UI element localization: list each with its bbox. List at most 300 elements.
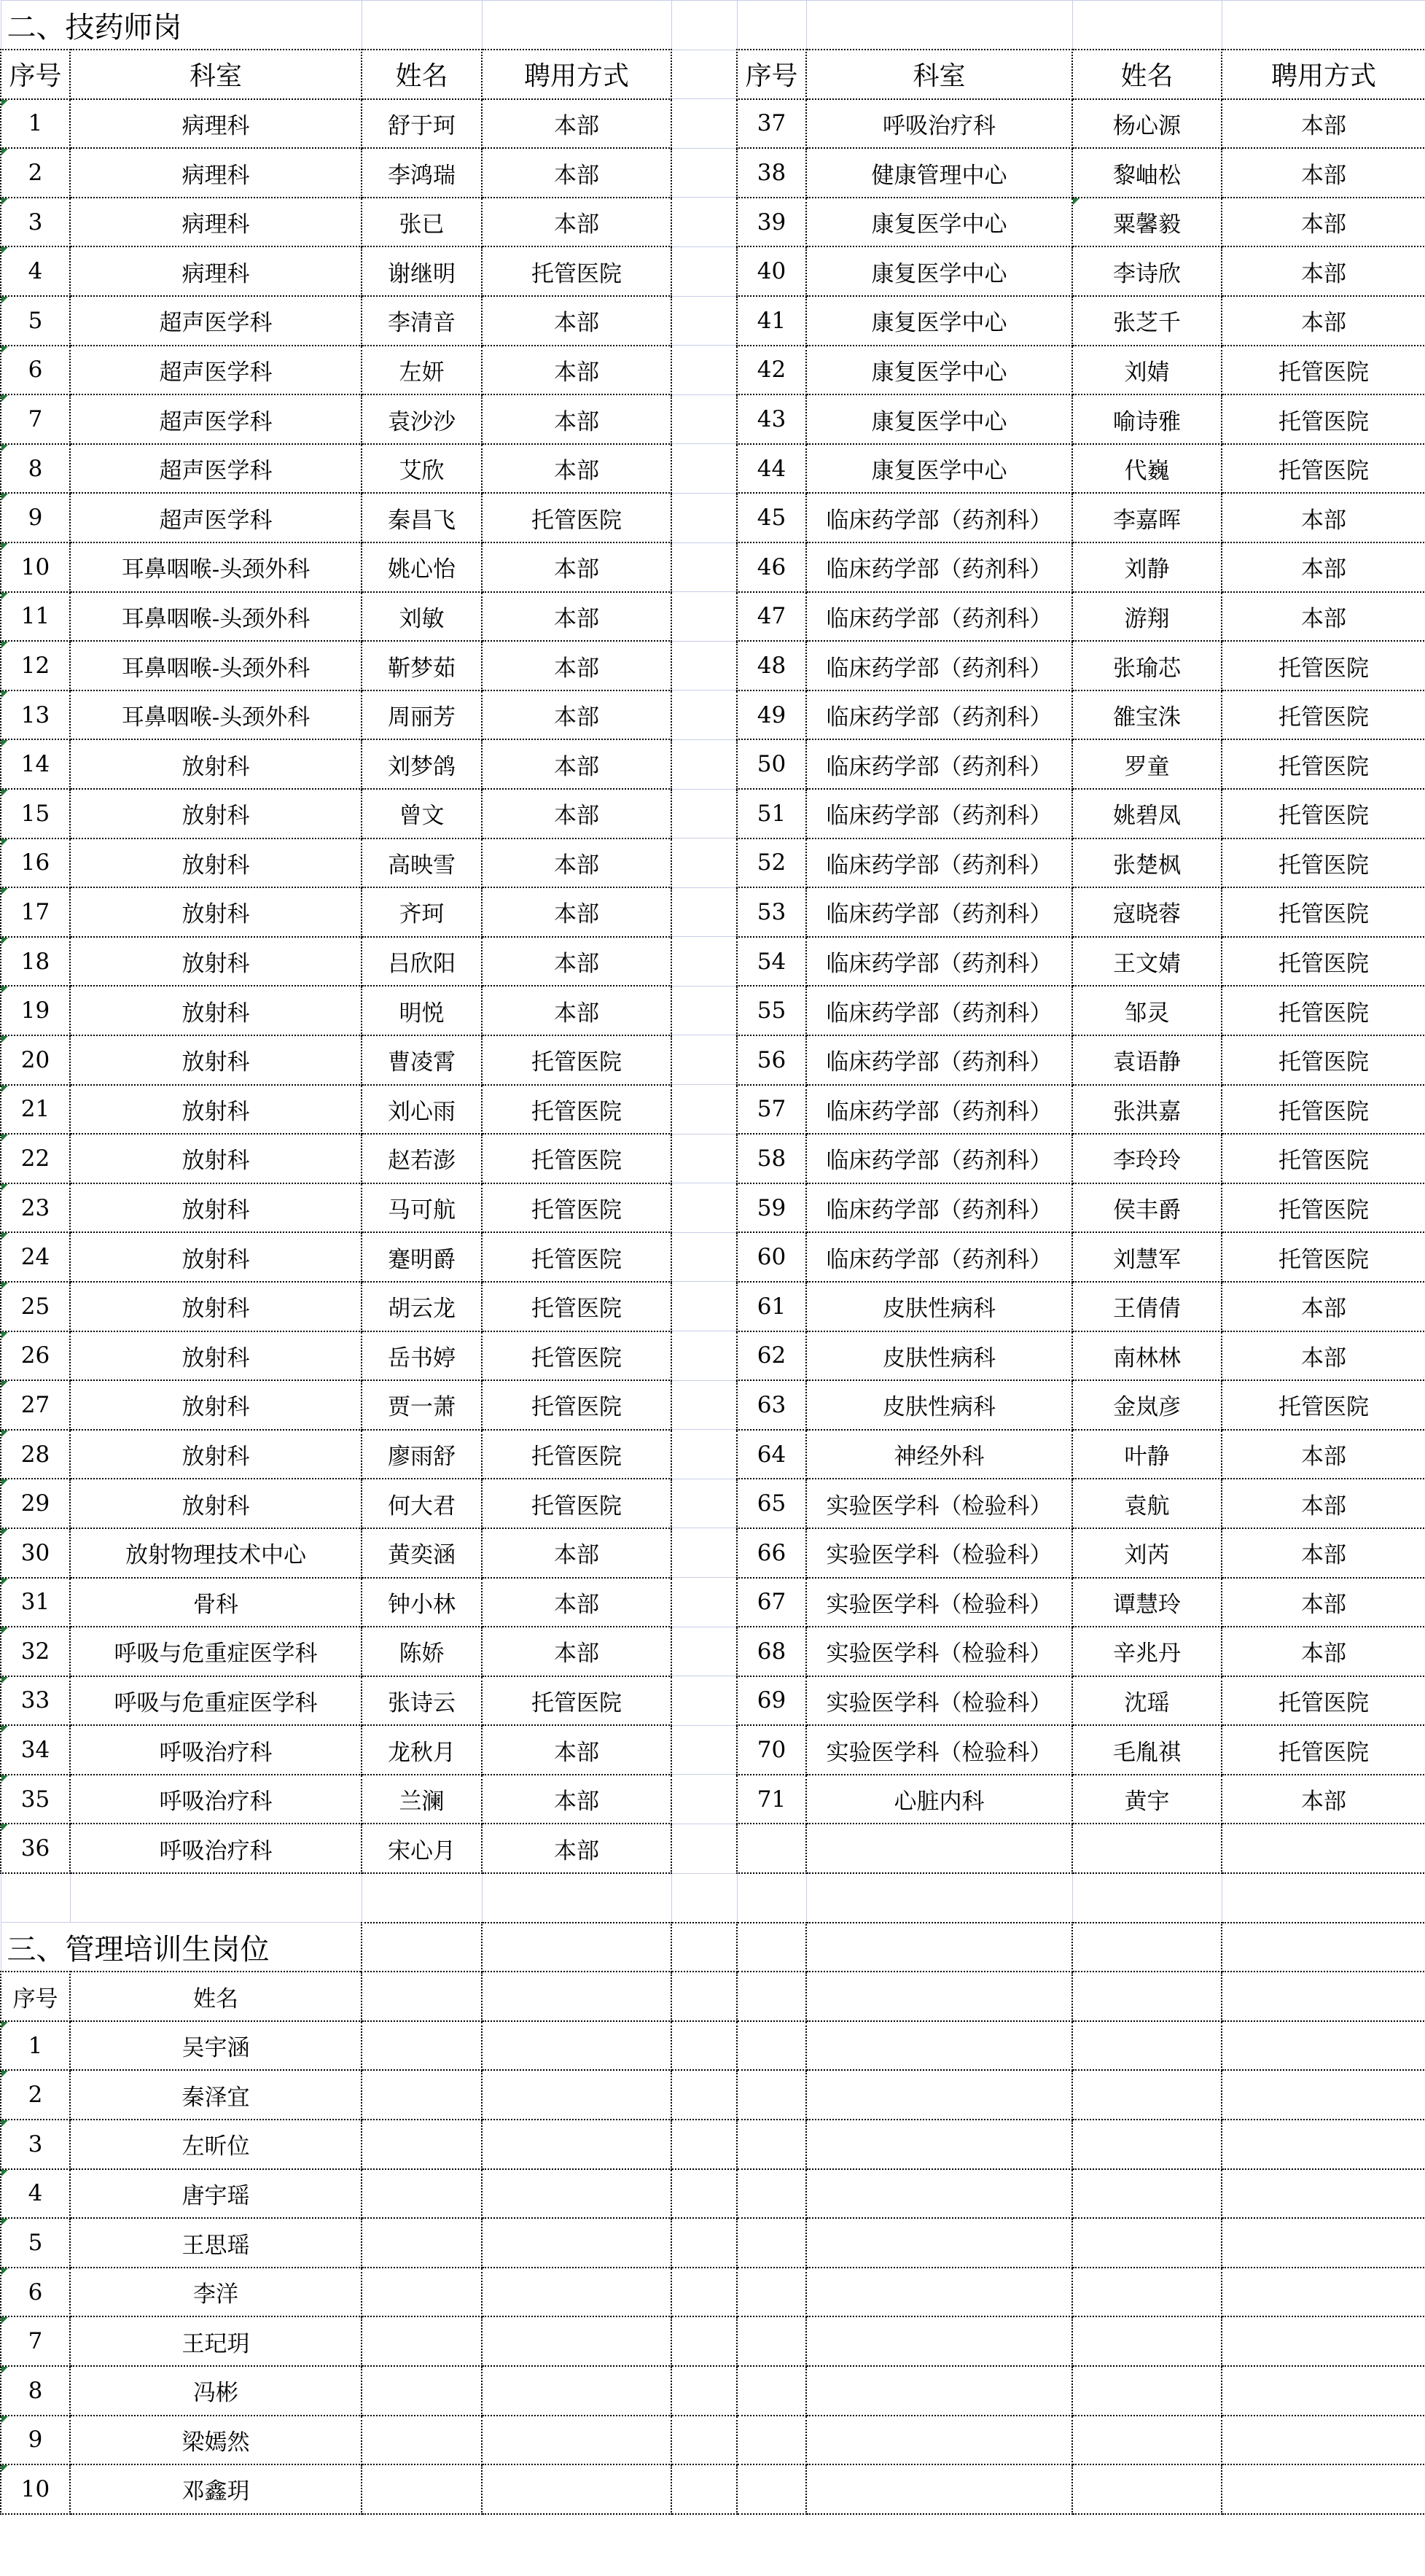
cell-no[interactable]: 13 — [1, 690, 70, 740]
section-title[interactable]: 三、管理培训生岗位 — [1, 1923, 362, 1972]
cell-no[interactable]: 5 — [1, 2218, 70, 2268]
cell-type[interactable]: 托管医院 — [1222, 789, 1425, 838]
cell-name[interactable]: 黎岫松 — [1072, 148, 1222, 198]
cell-no[interactable]: 35 — [1, 1775, 70, 1824]
cell-type[interactable]: 本部 — [1222, 99, 1425, 149]
cell[interactable] — [671, 2416, 737, 2465]
cell-type[interactable]: 本部 — [482, 99, 671, 149]
cell[interactable] — [671, 2268, 737, 2317]
cell-type[interactable]: 托管医院 — [482, 1035, 671, 1085]
gap-cell[interactable] — [671, 99, 737, 149]
cell-dept[interactable]: 超声医学科 — [70, 296, 362, 346]
cell-dept[interactable]: 放射科 — [70, 1232, 362, 1282]
cell-type[interactable]: 本部 — [1222, 1331, 1425, 1381]
cell-type[interactable]: 托管医院 — [1222, 1134, 1425, 1183]
cell-no[interactable]: 44 — [737, 444, 806, 494]
cell-dept[interactable]: 临床药学部（药剂科） — [806, 1183, 1072, 1233]
cell-name[interactable]: 辛兆丹 — [1072, 1627, 1222, 1676]
cell-name[interactable]: 毛胤祺 — [1072, 1725, 1222, 1775]
cell-no[interactable]: 11 — [1, 592, 70, 642]
cell-dept[interactable]: 超声医学科 — [70, 346, 362, 395]
cell-name[interactable]: 喻诗雅 — [1072, 394, 1222, 444]
gap-cell[interactable] — [671, 444, 737, 494]
cell[interactable] — [737, 2316, 806, 2366]
cell-type[interactable]: 本部 — [1222, 592, 1425, 642]
cell-type[interactable]: 托管医院 — [482, 1331, 671, 1381]
cell[interactable] — [671, 2218, 737, 2268]
cell-no[interactable]: 30 — [1, 1528, 70, 1578]
empty-cell[interactable] — [1222, 1873, 1425, 1923]
cell-no[interactable]: 60 — [737, 1232, 806, 1282]
gap-cell[interactable] — [671, 1725, 737, 1775]
cell[interactable] — [482, 2416, 671, 2465]
cell-name[interactable]: 周丽芳 — [362, 690, 482, 740]
cell-dept[interactable]: 病理科 — [70, 246, 362, 296]
cell-dept[interactable]: 临床药学部（药剂科） — [806, 838, 1072, 888]
cell-type[interactable]: 托管医院 — [482, 1282, 671, 1331]
cell-no[interactable]: 8 — [1, 444, 70, 494]
cell-name[interactable]: 艾欣 — [362, 444, 482, 494]
cell-dept[interactable]: 临床药学部（药剂科） — [806, 739, 1072, 789]
cell-no[interactable]: 39 — [737, 198, 806, 247]
empty-cell[interactable] — [737, 1873, 806, 1923]
cell-type[interactable] — [1222, 1824, 1425, 1873]
cell-no[interactable]: 3 — [1, 198, 70, 247]
cell-dept[interactable]: 呼吸与危重症医学科 — [70, 1676, 362, 1726]
cell-type[interactable]: 托管医院 — [1222, 1035, 1425, 1085]
cell-name[interactable]: 刘芮 — [1072, 1528, 1222, 1578]
cell[interactable] — [1222, 1972, 1425, 2021]
cell[interactable] — [1222, 2070, 1425, 2120]
cell-type[interactable]: 托管医院 — [1222, 690, 1425, 740]
cell-name[interactable] — [1072, 1824, 1222, 1873]
cell-dept[interactable]: 放射科 — [70, 937, 362, 987]
cell-dept[interactable]: 实验医学科（检验科） — [806, 1627, 1072, 1676]
gap-cell[interactable] — [671, 1824, 737, 1873]
cell-name[interactable]: 邹灵 — [1072, 986, 1222, 1035]
cell-no[interactable]: 45 — [737, 493, 806, 542]
cell[interactable] — [737, 2169, 806, 2219]
cell[interactable] — [362, 2268, 482, 2317]
cell-dept[interactable]: 康复医学中心 — [806, 296, 1072, 346]
cell-type[interactable]: 托管医院 — [1222, 1232, 1425, 1282]
empty-cell[interactable] — [1072, 1, 1222, 50]
empty-cell[interactable] — [737, 1, 806, 50]
cell-name[interactable]: 蹇明爵 — [362, 1232, 482, 1282]
cell-name[interactable]: 高映雪 — [362, 838, 482, 888]
cell-dept[interactable]: 放射科 — [70, 1430, 362, 1479]
cell-no[interactable]: 19 — [1, 986, 70, 1035]
cell-name[interactable]: 谢继明 — [362, 246, 482, 296]
cell[interactable] — [671, 2070, 737, 2120]
cell-type[interactable]: 本部 — [1222, 1627, 1425, 1676]
cell-name[interactable]: 李诗欣 — [1072, 246, 1222, 296]
cell-type[interactable]: 托管医院 — [482, 246, 671, 296]
cell-type[interactable]: 托管医院 — [1222, 986, 1425, 1035]
cell-no[interactable]: 29 — [1, 1479, 70, 1528]
cell-name[interactable]: 王玘玥 — [70, 2316, 362, 2366]
cell[interactable] — [806, 2268, 1072, 2317]
gap-cell[interactable] — [671, 542, 737, 592]
cell-dept[interactable]: 放射科 — [70, 986, 362, 1035]
cell-no[interactable]: 1 — [1, 99, 70, 149]
cell-name[interactable]: 曾文 — [362, 789, 482, 838]
gap-cell[interactable] — [671, 246, 737, 296]
gap-cell[interactable] — [671, 592, 737, 642]
gap-cell[interactable] — [671, 1183, 737, 1233]
cell[interactable] — [1222, 2021, 1425, 2071]
cell-type[interactable]: 本部 — [1222, 1479, 1425, 1528]
cell-no[interactable]: 15 — [1, 789, 70, 838]
gap-cell[interactable] — [671, 1035, 737, 1085]
cell-no[interactable]: 5 — [1, 296, 70, 346]
cell-name[interactable]: 梁嫣然 — [70, 2416, 362, 2465]
cell-type[interactable]: 本部 — [482, 1528, 671, 1578]
cell-no[interactable]: 28 — [1, 1430, 70, 1479]
cell[interactable] — [482, 2268, 671, 2317]
cell-name[interactable]: 南林林 — [1072, 1331, 1222, 1381]
cell-name[interactable]: 张芝千 — [1072, 296, 1222, 346]
cell-no[interactable]: 51 — [737, 789, 806, 838]
cell-dept[interactable]: 康复医学中心 — [806, 198, 1072, 247]
cell-no[interactable]: 10 — [1, 542, 70, 592]
cell-name[interactable]: 刘梦鸽 — [362, 739, 482, 789]
cell-no[interactable]: 4 — [1, 2169, 70, 2219]
gap-cell[interactable] — [671, 986, 737, 1035]
cell-name[interactable]: 王思瑶 — [70, 2218, 362, 2268]
cell-name[interactable]: 黄奕涵 — [362, 1528, 482, 1578]
cell-no[interactable]: 49 — [737, 690, 806, 740]
cell-dept[interactable] — [806, 1824, 1072, 1873]
gap-cell[interactable] — [671, 1528, 737, 1578]
cell[interactable] — [1072, 2366, 1222, 2416]
cell-no[interactable]: 27 — [1, 1380, 70, 1430]
cell[interactable] — [482, 1923, 671, 1972]
cell-type[interactable]: 本部 — [1222, 1282, 1425, 1331]
cell-name[interactable]: 李鸿瑞 — [362, 148, 482, 198]
cell[interactable] — [806, 2169, 1072, 2219]
cell-no[interactable]: 23 — [1, 1183, 70, 1233]
cell[interactable] — [737, 2416, 806, 2465]
cell-dept[interactable]: 耳鼻咽喉-头颈外科 — [70, 641, 362, 690]
cell-type[interactable]: 本部 — [482, 148, 671, 198]
cell-no[interactable]: 43 — [737, 394, 806, 444]
cell-no[interactable]: 21 — [1, 1085, 70, 1135]
gap-cell[interactable] — [671, 148, 737, 198]
gap-cell[interactable] — [671, 296, 737, 346]
cell-type[interactable]: 本部 — [482, 592, 671, 642]
cell[interactable] — [806, 1923, 1072, 1972]
cell[interactable] — [362, 2416, 482, 2465]
cell-name[interactable]: 赵若澎 — [362, 1134, 482, 1183]
cell-type[interactable]: 托管医院 — [1222, 937, 1425, 987]
cell[interactable] — [1222, 2268, 1425, 2317]
cell-name[interactable]: 刘心雨 — [362, 1085, 482, 1135]
cell-no[interactable]: 38 — [737, 148, 806, 198]
cell[interactable] — [671, 2021, 737, 2071]
cell-dept[interactable]: 临床药学部（药剂科） — [806, 986, 1072, 1035]
cell-type[interactable]: 本部 — [482, 542, 671, 592]
cell[interactable] — [1222, 2416, 1425, 2465]
empty-cell[interactable] — [362, 1873, 482, 1923]
cell-no[interactable]: 7 — [1, 394, 70, 444]
cell[interactable] — [1222, 1923, 1425, 1972]
cell-dept[interactable]: 病理科 — [70, 148, 362, 198]
cell[interactable] — [362, 1923, 482, 1972]
cell[interactable] — [1072, 1972, 1222, 2021]
cell-name[interactable]: 张瑜芯 — [1072, 641, 1222, 690]
cell-no[interactable]: 56 — [737, 1035, 806, 1085]
cell-name[interactable]: 兰澜 — [362, 1775, 482, 1824]
cell-dept[interactable]: 放射科 — [70, 887, 362, 937]
cell-type[interactable]: 托管医院 — [1222, 739, 1425, 789]
cell-dept[interactable]: 健康管理中心 — [806, 148, 1072, 198]
cell[interactable] — [671, 1972, 737, 2021]
cell-dept[interactable]: 临床药学部（药剂科） — [806, 542, 1072, 592]
cell-type[interactable]: 本部 — [482, 739, 671, 789]
cell-dept[interactable]: 耳鼻咽喉-头颈外科 — [70, 542, 362, 592]
cell-no[interactable]: 9 — [1, 2416, 70, 2465]
cell-type[interactable]: 本部 — [482, 986, 671, 1035]
header-dept[interactable]: 科室 — [806, 50, 1072, 99]
cell-type[interactable]: 托管医院 — [1222, 394, 1425, 444]
cell-name[interactable]: 马可航 — [362, 1183, 482, 1233]
cell-name[interactable]: 姚碧凤 — [1072, 789, 1222, 838]
cell-no[interactable]: 3 — [1, 2120, 70, 2169]
cell-type[interactable]: 本部 — [1222, 542, 1425, 592]
cell-name[interactable]: 刘慧军 — [1072, 1232, 1222, 1282]
cell-name[interactable]: 吴宇涵 — [70, 2021, 362, 2071]
cell[interactable] — [671, 1923, 737, 1972]
cell-type[interactable]: 托管医院 — [1222, 838, 1425, 888]
cell-dept[interactable]: 临床药学部（药剂科） — [806, 937, 1072, 987]
cell-dept[interactable]: 心脏内科 — [806, 1775, 1072, 1824]
cell-dept[interactable]: 临床药学部（药剂科） — [806, 641, 1072, 690]
cell-no[interactable]: 36 — [1, 1824, 70, 1873]
cell-dept[interactable]: 耳鼻咽喉-头颈外科 — [70, 690, 362, 740]
cell-no[interactable]: 17 — [1, 887, 70, 937]
cell-no[interactable]: 6 — [1, 2268, 70, 2317]
cell-type[interactable]: 托管医院 — [482, 1134, 671, 1183]
cell[interactable] — [1072, 2120, 1222, 2169]
cell-dept[interactable]: 病理科 — [70, 99, 362, 149]
cell-dept[interactable]: 皮肤性病科 — [806, 1331, 1072, 1381]
cell-name[interactable]: 侯丰爵 — [1072, 1183, 1222, 1233]
cell-type[interactable]: 托管医院 — [1222, 444, 1425, 494]
cell-dept[interactable]: 放射科 — [70, 1282, 362, 1331]
cell-no[interactable]: 2 — [1, 2070, 70, 2120]
cell-name[interactable]: 张洪嘉 — [1072, 1085, 1222, 1135]
cell[interactable] — [1072, 2218, 1222, 2268]
cell[interactable] — [671, 2366, 737, 2416]
cell-type[interactable]: 本部 — [482, 394, 671, 444]
cell-dept[interactable]: 实验医学科（检验科） — [806, 1578, 1072, 1627]
cell-name[interactable]: 左妍 — [362, 346, 482, 395]
cell-name[interactable]: 吕欣阳 — [362, 937, 482, 987]
cell[interactable] — [737, 1972, 806, 2021]
cell-type[interactable]: 本部 — [482, 789, 671, 838]
gap-cell[interactable] — [671, 346, 737, 395]
cell[interactable] — [1222, 2169, 1425, 2219]
cell-no[interactable]: 64 — [737, 1430, 806, 1479]
cell-type[interactable]: 本部 — [482, 887, 671, 937]
cell-type[interactable]: 本部 — [482, 296, 671, 346]
cell[interactable] — [362, 2464, 482, 2514]
cell-dept[interactable]: 神经外科 — [806, 1430, 1072, 1479]
cell[interactable] — [362, 2218, 482, 2268]
cell[interactable] — [1222, 2464, 1425, 2514]
cell-name[interactable]: 宋心月 — [362, 1824, 482, 1873]
gap-cell[interactable] — [671, 50, 737, 99]
cell-dept[interactable]: 皮肤性病科 — [806, 1282, 1072, 1331]
cell-type[interactable]: 本部 — [1222, 1578, 1425, 1627]
cell-name[interactable]: 何大君 — [362, 1479, 482, 1528]
cell[interactable] — [1222, 2316, 1425, 2366]
header-no[interactable]: 序号 — [1, 1972, 70, 2021]
cell-type[interactable]: 本部 — [1222, 198, 1425, 247]
cell-no[interactable]: 71 — [737, 1775, 806, 1824]
cell[interactable] — [737, 2464, 806, 2514]
cell-dept[interactable]: 实验医学科（检验科） — [806, 1479, 1072, 1528]
cell-name[interactable]: 王文婧 — [1072, 937, 1222, 987]
cell-no[interactable]: 6 — [1, 346, 70, 395]
cell-no[interactable]: 63 — [737, 1380, 806, 1430]
cell-type[interactable]: 托管医院 — [1222, 641, 1425, 690]
cell[interactable] — [671, 2316, 737, 2366]
cell-type[interactable]: 托管医院 — [482, 1085, 671, 1135]
cell-dept[interactable]: 实验医学科（检验科） — [806, 1725, 1072, 1775]
cell[interactable] — [737, 2268, 806, 2317]
cell-dept[interactable]: 临床药学部（药剂科） — [806, 1232, 1072, 1282]
cell[interactable] — [806, 2021, 1072, 2071]
cell-no[interactable]: 58 — [737, 1134, 806, 1183]
cell[interactable] — [482, 2218, 671, 2268]
cell[interactable] — [806, 2218, 1072, 2268]
cell-dept[interactable]: 病理科 — [70, 198, 362, 247]
cell-dept[interactable]: 实验医学科（检验科） — [806, 1528, 1072, 1578]
cell-no[interactable]: 32 — [1, 1627, 70, 1676]
cell-type[interactable]: 托管医院 — [1222, 1085, 1425, 1135]
cell-no[interactable]: 69 — [737, 1676, 806, 1726]
empty-cell[interactable] — [1, 1873, 70, 1923]
cell-name[interactable]: 刘婧 — [1072, 346, 1222, 395]
cell-no[interactable]: 47 — [737, 592, 806, 642]
empty-cell[interactable] — [671, 1873, 737, 1923]
cell-type[interactable]: 托管医院 — [482, 1479, 671, 1528]
header-type[interactable]: 聘用方式 — [1222, 50, 1425, 99]
cell-dept[interactable]: 临床药学部（药剂科） — [806, 1035, 1072, 1085]
cell-name[interactable]: 张楚枫 — [1072, 838, 1222, 888]
gap-cell[interactable] — [671, 1676, 737, 1726]
gap-cell[interactable] — [671, 739, 737, 789]
cell-no[interactable]: 61 — [737, 1282, 806, 1331]
header-name[interactable]: 姓名 — [70, 1972, 362, 2021]
cell[interactable] — [671, 2464, 737, 2514]
cell-name[interactable]: 邓鑫玥 — [70, 2464, 362, 2514]
cell-no[interactable]: 14 — [1, 739, 70, 789]
cell-dept[interactable]: 放射科 — [70, 1183, 362, 1233]
cell[interactable] — [806, 2316, 1072, 2366]
cell-type[interactable]: 本部 — [482, 346, 671, 395]
cell-type[interactable]: 托管医院 — [482, 493, 671, 542]
gap-cell[interactable] — [671, 1085, 737, 1135]
cell-name[interactable]: 袁沙沙 — [362, 394, 482, 444]
gap-cell[interactable] — [671, 887, 737, 937]
cell-type[interactable]: 本部 — [482, 641, 671, 690]
header-no[interactable]: 序号 — [1, 50, 70, 99]
cell-no[interactable]: 41 — [737, 296, 806, 346]
cell-type[interactable]: 本部 — [482, 444, 671, 494]
cell-name[interactable]: 岳书婷 — [362, 1331, 482, 1381]
cell[interactable] — [806, 1972, 1072, 2021]
cell[interactable] — [737, 2021, 806, 2071]
cell-no[interactable]: 54 — [737, 937, 806, 987]
cell-dept[interactable]: 放射科 — [70, 1035, 362, 1085]
cell[interactable] — [362, 2366, 482, 2416]
cell[interactable] — [1222, 2120, 1425, 2169]
cell-dept[interactable]: 放射科 — [70, 838, 362, 888]
cell-name[interactable]: 左昕位 — [70, 2120, 362, 2169]
cell[interactable] — [737, 2120, 806, 2169]
cell-dept[interactable]: 呼吸治疗科 — [70, 1775, 362, 1824]
cell-no[interactable]: 40 — [737, 246, 806, 296]
gap-cell[interactable] — [671, 838, 737, 888]
cell[interactable] — [1072, 2021, 1222, 2071]
cell-no[interactable]: 68 — [737, 1627, 806, 1676]
cell-dept[interactable]: 呼吸治疗科 — [70, 1824, 362, 1873]
gap-cell[interactable] — [671, 1282, 737, 1331]
cell[interactable] — [1222, 2366, 1425, 2416]
cell[interactable] — [1072, 1923, 1222, 1972]
cell-no[interactable]: 24 — [1, 1232, 70, 1282]
cell-dept[interactable]: 临床药学部（药剂科） — [806, 493, 1072, 542]
cell-no[interactable]: 8 — [1, 2366, 70, 2416]
cell-type[interactable]: 托管医院 — [482, 1676, 671, 1726]
cell[interactable] — [1072, 2464, 1222, 2514]
cell-no[interactable]: 55 — [737, 986, 806, 1035]
gap-cell[interactable] — [671, 789, 737, 838]
cell-dept[interactable]: 放射科 — [70, 1479, 362, 1528]
cell-no[interactable]: 12 — [1, 641, 70, 690]
cell[interactable] — [482, 2070, 671, 2120]
cell-name[interactable]: 罗童 — [1072, 739, 1222, 789]
cell-type[interactable]: 本部 — [482, 690, 671, 740]
cell-type[interactable]: 本部 — [482, 838, 671, 888]
gap-cell[interactable] — [671, 937, 737, 987]
cell-dept[interactable]: 康复医学中心 — [806, 444, 1072, 494]
cell[interactable] — [671, 2120, 737, 2169]
gap-cell[interactable] — [671, 493, 737, 542]
cell-dept[interactable]: 康复医学中心 — [806, 346, 1072, 395]
cell[interactable] — [671, 2169, 737, 2219]
cell-name[interactable]: 李清音 — [362, 296, 482, 346]
cell-name[interactable]: 袁语静 — [1072, 1035, 1222, 1085]
gap-cell[interactable] — [671, 1331, 737, 1381]
cell-dept[interactable]: 临床药学部（药剂科） — [806, 690, 1072, 740]
cell-type[interactable]: 托管医院 — [482, 1430, 671, 1479]
header-no[interactable]: 序号 — [737, 50, 806, 99]
cell-type[interactable]: 本部 — [1222, 493, 1425, 542]
cell-dept[interactable]: 呼吸治疗科 — [70, 1725, 362, 1775]
cell[interactable] — [362, 1972, 482, 2021]
cell-no[interactable]: 18 — [1, 937, 70, 987]
cell-name[interactable]: 叶静 — [1072, 1430, 1222, 1479]
cell-name[interactable]: 李玲玲 — [1072, 1134, 1222, 1183]
cell-dept[interactable]: 康复医学中心 — [806, 246, 1072, 296]
cell-dept[interactable]: 临床药学部（药剂科） — [806, 592, 1072, 642]
cell-no[interactable]: 62 — [737, 1331, 806, 1381]
cell-no[interactable]: 33 — [1, 1676, 70, 1726]
